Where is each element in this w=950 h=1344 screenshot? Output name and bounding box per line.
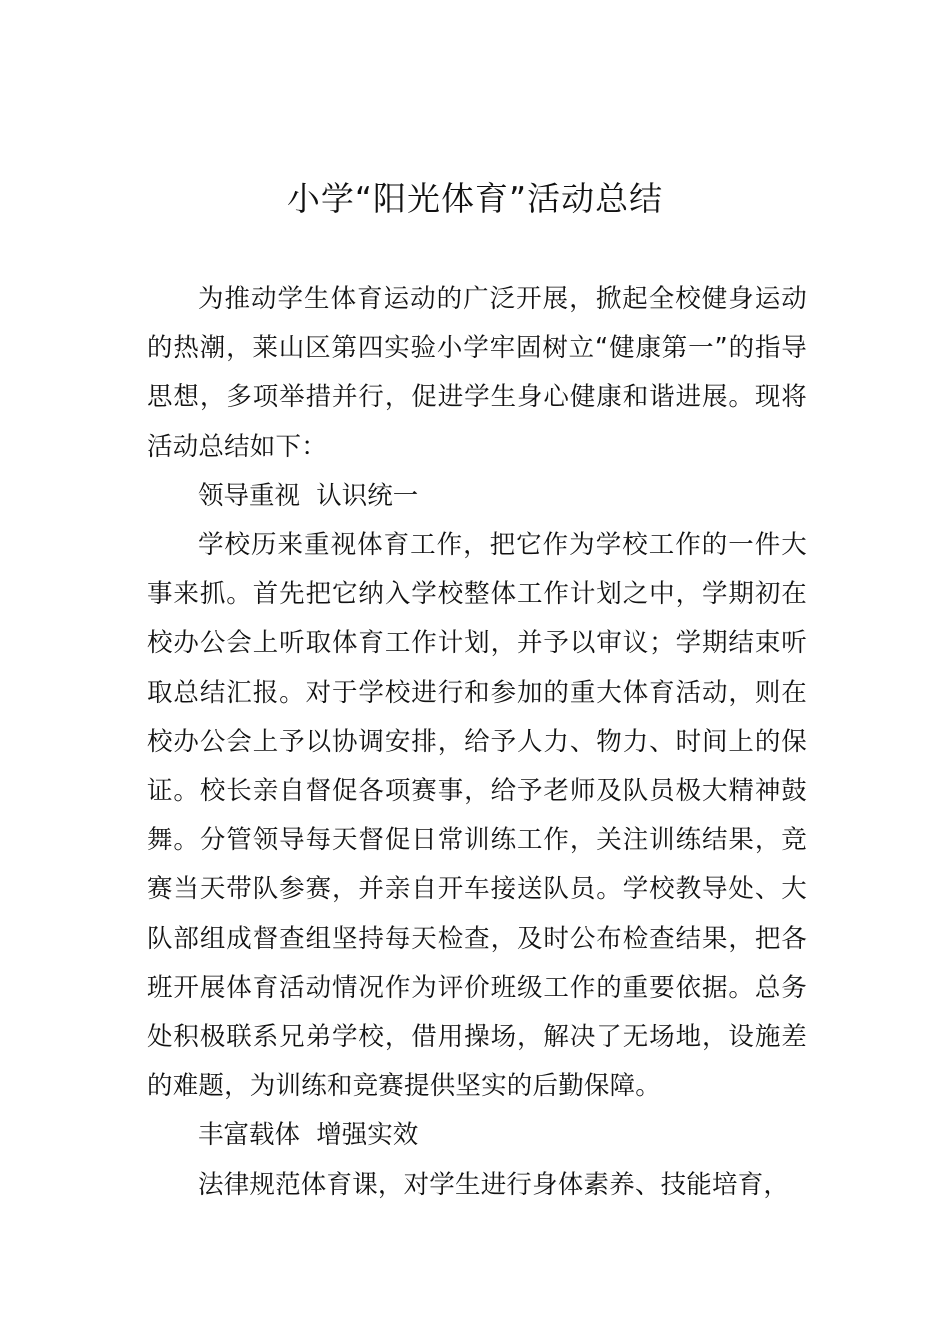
intro-paragraph: 为推动学生体育运动的广泛开展，掀起全校健身运动的热潮，莱山区第四实验小学牢固树立“健康第一”的指导思想，多项举措并行，促进学生身心健康和谐进展。现将活动总结如下：: [147, 284, 807, 462]
pe-class-paragraph: 法律规范体育课，对学生进行身体素养、技能培育，: [198, 1169, 790, 1200]
section-heading-leadership: 领导重视 认识统一: [198, 480, 419, 511]
document-body: [147, 275, 807, 1210]
section-heading-carriers: 丰富载体 增强实效: [198, 1120, 419, 1151]
leadership-paragraph: 学校历来重视体育工作，把它作为学校工作的一件大事来抓。首先把它纳入学校整体工作计划之中，学期初在校办公会上听取体育工作计划，并予以审议；学期结束听取总结汇报。对于学校进行和参加的重大体育活动，则在校办公会上予以协调安排，给予人力、物力、时间上的保证。校长亲自督促各项赛事，给予老师及队员极大精神鼓舞。分管领导每天督促日常训练工作，关注训练结果，竞赛当天带队参赛，并亲自开车接送队员。学校教导处、大队部组成督查组坚持每天检查，及时公布检查结果，把各班开展体育活动情况作为评价班级工作的重要依据。总务处积极联系兄弟学校，借用操场，解决了无场地，设施差的难题，为训练和竞赛提供坚实的后勤保障。: [147, 530, 807, 1102]
document-title: 小学“阳光体育”活动总结: [286, 179, 664, 218]
